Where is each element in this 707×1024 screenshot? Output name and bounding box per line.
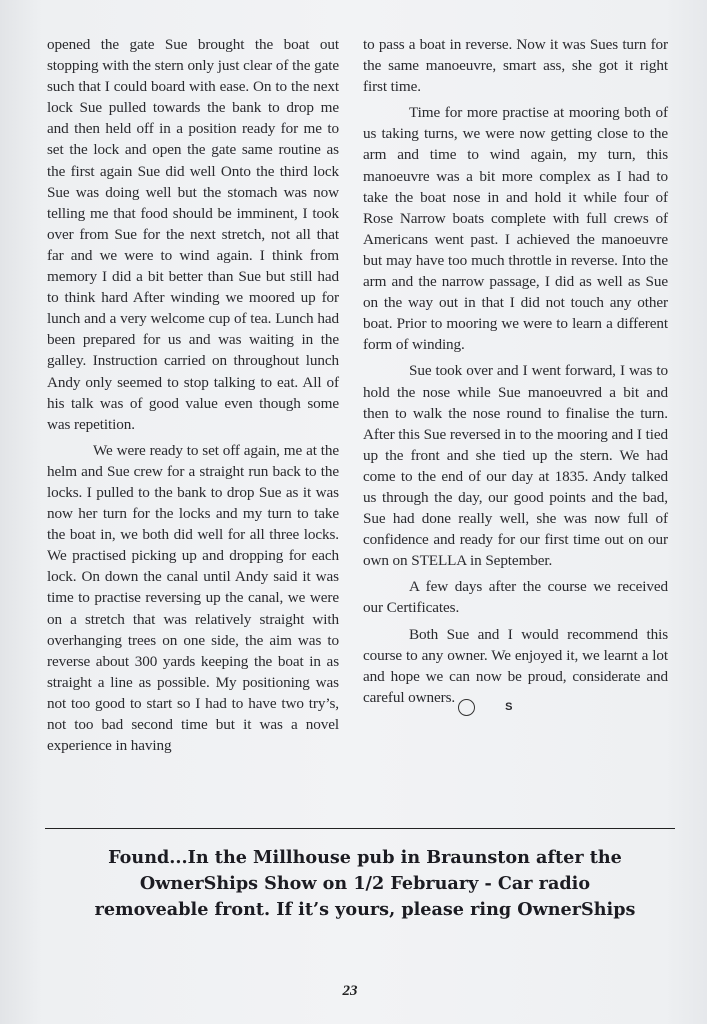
- paragraph: opened the gate Sue brought the boat out stopping with the stern only just clear of the gate such that I could board with ease. On to the next lock Sue pulled towards the bank to drop me and then held off in a position ready for me to set the lock and open the gate same routine as the first again Sue did well Onto the third lock Sue was doing well but the stomach was now telling me that food should be imminent, I took over from Sue for the next stretch, not all that far and we were to wind again. I think from memory I did a bit better than Sue but still had to think hard After winding we moored up for lunch and a very welcome cup of tea. Lunch had been prepared for us and was waiting in the galley. Instruction carried on throughout lunch Andy only seemed to stop talking to eat. All of his talk was of good value even though some was repetition.: [47, 36, 339, 433]
- found-notice: [40, 845, 690, 923]
- end-of-article-icon: S: [458, 699, 475, 716]
- right-text-column: [363, 34, 668, 721]
- page-number: 23: [342, 983, 358, 999]
- paragraph: We were ready to set off again, me at the helm and Sue crew for a straight run back to the locks. I pulled to the bank to drop Sue as it was now her turn for the locks and my turn to take the boat in, we both did well for all three locks. We practised picking up and dropping for each lock. On down the canal until Andy said it was time to practise reversing up the canal, we were on a stretch that was relatively straight with overhanging trees on one side, the aim was to reverse about 300 yards keeping the boat in as straight a line as possible. My positioning was not too good to start so I had to have two try’s, not too bad second time but it was a novel experience in having: [47, 441, 339, 755]
- paragraph: Time for more practise at mooring both of us taking turns, we were now getting close to the arm and time to wind again, my turn, this manoeuvre was a bit more complex as I had to take the boat nose in and hold it while four of Rose Narrow boats complete with full crews of Americans went past. I achieved the manoeuvre but may have too much throttle in reverse. Into the arm and the narrow passage, I did as well as Sue on the way out in that I did not touch any other boat. Prior to mooring we were to learn a different form of winding.: [363, 104, 668, 354]
- paragraph: to pass a boat in reverse. Now it was Sues turn for the same manoeuvre, smart ass, she got it right first time.: [363, 36, 668, 96]
- paragraph: Sue took over and I went forward, I was to hold the nose while Sue manoeuvred a bit and then to walk the nose round to finalise the turn. After this Sue reversed in to the mooring and I tied up the front and she tied up the stern. We had come to the end of our day at 1835. Andy talked us through the day, our good points and the bad, Sue had done really well, she was now full of confidence and ready for our first time out on our own on STELLA in September.: [363, 362, 668, 570]
- left-text-column: [47, 34, 339, 761]
- notice-line: removeable front. If it’s yours, please ring OwnerShips: [94, 899, 636, 920]
- paragraph-final-text: Both Sue and I would recommend this course to any owner. We enjoyed it, we learnt a lot and hope we can now be proud, considerate and careful owners.: [363, 625, 668, 706]
- section-divider: [45, 828, 675, 829]
- notice-line: Found...In the Millhouse pub in Braunston after the: [108, 847, 622, 868]
- notice-line: OwnerShips Show on 1/2 February - Car radio: [139, 873, 591, 894]
- paragraph-final: [363, 624, 668, 716]
- paragraph: A few days after the course we received our Certificates.: [363, 578, 668, 617]
